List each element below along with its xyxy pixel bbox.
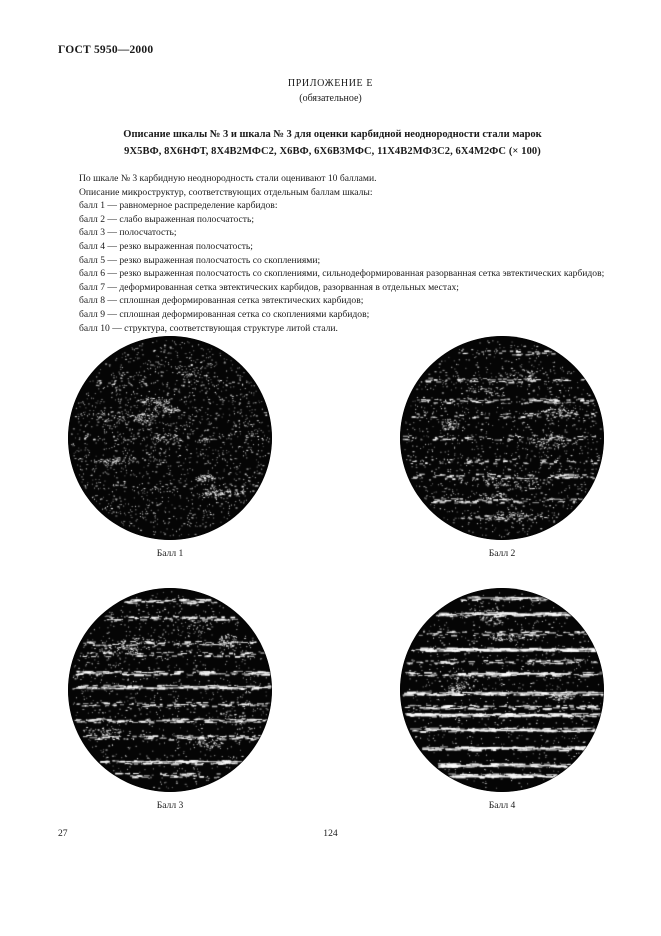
micrograph-disc-2	[400, 336, 604, 540]
grade-item-2: балл 2 — слабо выраженная полосчатость;	[79, 213, 255, 225]
micrograph-plate-1	[68, 336, 272, 559]
grade-item-10: балл 10 — структура, соответствующая структуре литой стали.	[79, 322, 338, 334]
page-title	[58, 126, 607, 161]
micrograph-disc-1	[68, 336, 272, 540]
micrograph-image-2	[400, 336, 604, 540]
grade-item-4: балл 4 — резко выраженная полосчатость;	[79, 241, 253, 253]
micrograph-plate-2	[400, 336, 604, 559]
grade-item-3: балл 3 — полосчатость;	[79, 227, 177, 239]
micrograph-caption-2: Балл 2	[488, 548, 516, 559]
grade-item-1: балл 1 — равномерное распределение карбидов:	[79, 200, 278, 212]
micrograph-grid	[0, 336, 661, 840]
micrograph-disc-3	[68, 588, 272, 792]
page-title-line-1: Описание шкалы № 3 и шкала № 3 для оценки карбидной неоднородности стали марок	[123, 129, 542, 140]
appendix-label: ПРИЛОЖЕНИЕ Е	[287, 78, 374, 89]
appendix-status: (обязательное)	[299, 92, 362, 104]
grade-item-8: балл 8 — сплошная деформированная сетка эвтектических карбидов;	[79, 295, 364, 307]
micrograph-row-top	[0, 336, 661, 588]
appendix-block	[0, 77, 661, 106]
footer-page-number-center: 124	[323, 828, 338, 839]
micrograph-plate-4	[400, 588, 604, 811]
micrograph-image-3	[68, 588, 272, 792]
micrograph-caption-1: Балл 1	[156, 548, 184, 559]
grade-item-5: балл 5 — резко выраженная полосчатость со скоплениями;	[79, 254, 321, 266]
micrograph-image-4	[400, 588, 604, 792]
page-title-line-2: 9Х5ВФ, 8Х6НФТ, 8Х4В2МФС2, Х6ВФ, 6Х6В3МФС, 11Х4В2МФ3С2, 6Х4М2ФС (× 100)	[124, 146, 541, 158]
micrograph-row-bottom	[0, 588, 661, 840]
grade-item-7: балл 7 — деформированная сетка эвтектических карбидов, разорванная в отдельных местах;	[79, 281, 459, 293]
intro-line-2: Описание микроструктур, соответствующих отдельным баллам шкалы:	[79, 186, 373, 198]
micrograph-plate-3	[68, 588, 272, 811]
micrograph-disc-4	[400, 588, 604, 792]
micrograph-image-1	[68, 336, 272, 540]
standard-header: ГОСТ 5950—2000	[58, 44, 154, 56]
intro-line-1: По шкале № 3 карбидную неоднородность стали оценивают 10 баллами.	[79, 173, 377, 184]
micrograph-caption-3: Балл 3	[156, 800, 184, 811]
scale-description	[58, 172, 607, 335]
grade-item-6: балл 6 — резко выраженная полосчатость со скоплениями, сильнодеформированная разорванная сетка эвтектических карбидов;	[79, 268, 605, 280]
footer-page-number-left: 27	[58, 828, 68, 839]
grade-item-9: балл 9 — сплошная деформированная сетка со скоплениями карбидов;	[79, 309, 370, 321]
micrograph-caption-4: Балл 4	[488, 800, 516, 811]
